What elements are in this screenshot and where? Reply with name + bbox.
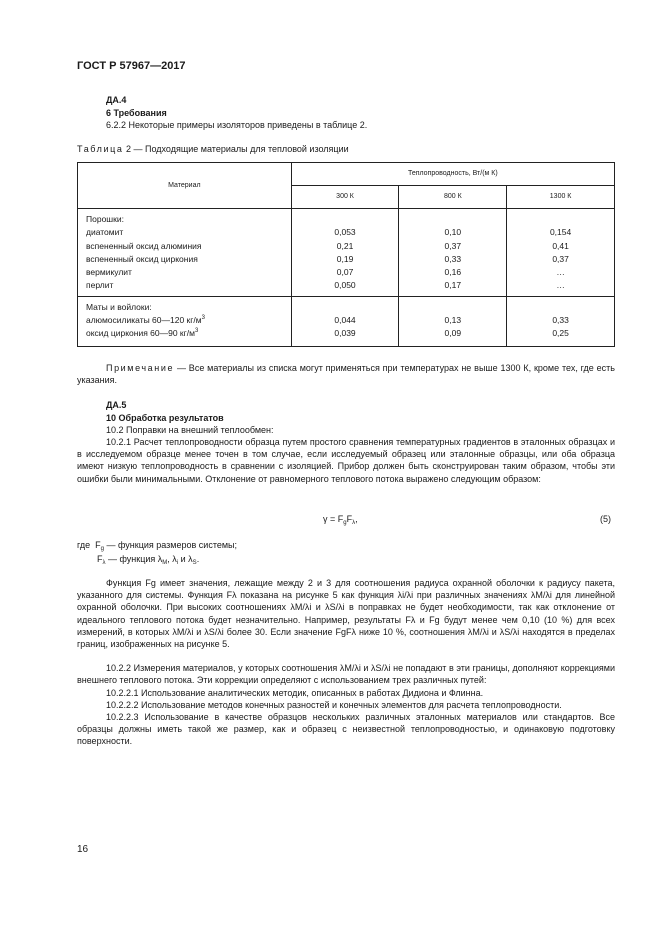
table-row: перлит 0,050 0,17 … xyxy=(78,279,615,292)
header-material: Материал xyxy=(78,163,292,209)
group-powders: Порошки: xyxy=(78,213,292,226)
table-row xyxy=(78,213,615,226)
formula-5: $\gamma = F_gF_\lambda$, xyxy=(323,514,358,526)
table-row: диатомит 0,053 0,10 0,154 xyxy=(78,226,615,239)
clause-10-2-2-2: 10.2.2.2 Использование методов конечных разностей и конечных элементов для расчета теплопроводности. xyxy=(106,700,562,710)
header-1300k: 1300 К xyxy=(507,186,615,209)
table-row: алюмосиликаты 60—120 $кг/м^3$ 0,044 0,13 0,33 xyxy=(78,314,615,327)
materials-table xyxy=(77,162,615,347)
annex-label-da5: ДА.5 xyxy=(106,400,127,410)
clause-6-2-2: 6.2.2 Некоторые примеры изоляторов приведены в таблице 2. xyxy=(106,120,368,130)
clause-10-2-2-1: 10.2.2.1 Использование аналитических методик, описанных в работах Дидиона и Флинна. xyxy=(106,688,484,698)
clause-10-2-1: 10.2.1 Расчет теплопроводности образца путем простого сравнения температурных градиентов в эталонных образцах и в исследуемом образце менее точен в том случае, если исследуемый образец или эталонные образцы, или оба образца имеют низкую теплопроводность в сравнении с изоляцией. Прибор должен быть сконструирован таким образом, чтобы эти ошибки были минимальными. Отклонение от равномерного теплового потока выражено следующим образом: xyxy=(77,437,615,484)
table-row: вспененный оксид алюминия 0,21 0,37 0,41 xyxy=(78,240,615,253)
paragraph-functions: Функция Fg имеет значения, лежащие между 2 и 3 для соотношения радиуса охранной оболочки к радиусу пакета, указанного для системы. Функция Fλ показана на рисунке 5 как функция λi/λi при различных значениях λM/λi для линейной охранной оболочки. При высоких соотношениях λM/λi и λS/λi в поправках не будет необходимости, так как отклонение от идеального теплового потока будет незначительно. Например, результаты Fλ и Fg будут менее чем 0,10 (10 %) для всех измерений, в которых λM/λi и λS/λi более 30. Если значение FgFλ ниже 10 %, соотношения λM/λi и λS/λi находятся в пределах границ, изображенных на рисунке 5. xyxy=(77,578,615,650)
header-300k: 300 К xyxy=(291,186,399,209)
table-caption xyxy=(77,143,349,155)
clause-10-2-2: 10.2.2 Измерения материалов, у которых соотношения λM/λi и λS/λi не попадают в эти границы, дополняют коррекциями внешнего теплового потока. Эти коррекции определяют с использованием трех различных путей: xyxy=(77,663,615,686)
section-heading-requirements: 6 Требования xyxy=(106,108,167,118)
annex-label-da4: ДА.4 xyxy=(106,95,127,105)
where-fg: где $F_g$ — функция размеров системы; xyxy=(77,540,238,552)
table-caption-text: 2 — Подходящие материалы для тепловой изоляции xyxy=(123,144,349,154)
table-row: вермикулит 0,07 0,16 … xyxy=(78,266,615,279)
section-heading-results: 10 Обработка результатов xyxy=(106,413,224,423)
document-header: ГОСТ Р 57967—2017 xyxy=(77,60,186,72)
formula-number: (5) xyxy=(600,514,611,524)
clause-10-2-2-3: 10.2.2.3 Использование в качестве образцов нескольких различных эталонных материалов или стандартов. Все образцы должны иметь такой же размер, как и образец с неизвестной теплопроводностью, и одинаковую подготовку поверхности. xyxy=(77,712,615,747)
table-row: вспененный оксид циркония 0,19 0,33 0,37 xyxy=(78,253,615,266)
page-number: 16 xyxy=(77,844,89,855)
header-thermal-conductivity: Теплопроводность, Вт/(м К) xyxy=(291,163,614,186)
where-fl: $F_\lambda$ — функция $\lambda_M$, $\lambda_i$ и $\lambda_S$. xyxy=(97,554,200,566)
group-mats: Маты и войлоки: xyxy=(78,301,292,314)
table-row xyxy=(78,301,615,314)
table-note xyxy=(77,362,615,386)
header-800k: 800 К xyxy=(399,186,507,209)
note-prefix: Примечание xyxy=(106,363,175,373)
table-header-row xyxy=(78,163,615,186)
note-text: — Все материалы из списка могут применяться при температурах не выше 1300 К, кроме тех, где есть указания. xyxy=(77,363,615,386)
table-caption-prefix: Таблица xyxy=(77,144,124,154)
clause-10-2: 10.2 Поправки на внешний теплообмен: xyxy=(106,425,274,435)
table-row: оксид циркония 60—90 $кг/м^3$ 0,039 0,09 0,25 xyxy=(78,327,615,340)
